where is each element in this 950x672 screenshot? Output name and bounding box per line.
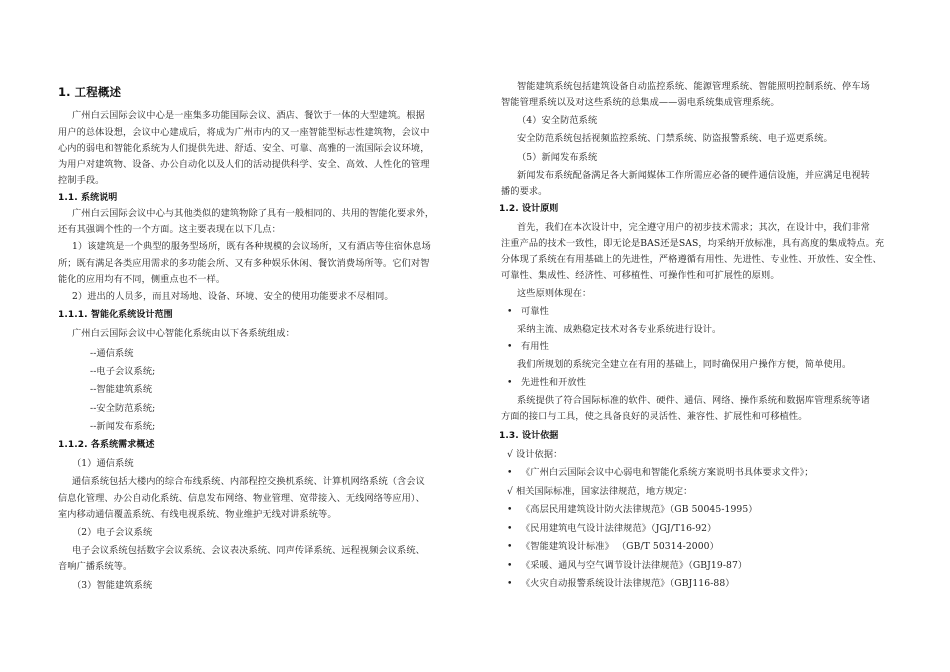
smart-line-1: 智能建筑系统包括建筑设备自动监控系统、能源管理系统、智能照明控制系统、停车场	[517, 81, 870, 92]
s11-line-3: 1）该建筑是一个典型的服务型场所，既有各种规模的会议场所，又有酒店等住宿休息场	[72, 241, 431, 252]
standard-text: 《民用建筑电气设计法律规范》（JGJ/T16-92）	[521, 523, 717, 534]
standard-text: 《火灾自动报警系统设计法律规范》（GBJ116-88）	[521, 578, 735, 589]
advanced-line-1: 系统提供了符合国际标准的软件、硬件、通信、网络、操作系统和数据库管理系统等诸	[517, 395, 870, 406]
section-1-1-2-heading: 1.1.2. 各系统需求概述	[58, 440, 155, 450]
intro-line-1: 广州白云国际会议中心是一座集多功能国际会议、酒店、餐饮于一体的大型建筑。根据	[72, 110, 425, 121]
basis-doc-text: 《广州白云国际会议中心弱电和智能化系统方案说明书具体要求文件》；	[521, 467, 814, 478]
intro-line-3: 心内的弱电和智能化系统为人们提供先进、舒适、安全、可靠、高雅的一流国际会议环境，	[58, 143, 430, 154]
system-item: --电子会议系统;	[90, 366, 156, 377]
bullet-advanced	[507, 377, 586, 389]
basis-doc	[507, 467, 814, 479]
section-1-2-heading: 1.2. 设计原则	[499, 204, 559, 214]
principles-line-3: 分体现了系统在有用基础上的先进性，严格遵循有用性、先进性、专业性、开放性、安全性、	[501, 254, 882, 265]
s111-intro: 广州白云国际会议中心智能化系统由以下各系统组成：	[72, 328, 295, 339]
conf-line-2: 音响广播系统等。	[58, 561, 133, 572]
section-1-1-heading: 1.1. 系统说明	[58, 193, 118, 203]
bullet-dot-icon: •	[507, 306, 513, 317]
s11-line-1: 广州白云国际会议中心与其他类似的建筑物除了具有一般相同的、共用的智能化要求外，	[72, 208, 435, 219]
standard-text: 《高层民用建筑设计防火法律规范》（GB 50045-1995）	[521, 504, 758, 515]
principles-line-1: 首先，我们在本次设计中，完全遵守用户的初步技术需求；其次，在设计中，我们非常	[517, 222, 870, 233]
comm-line-3: 室内移动通信覆盖系统、有线电视系统、物业维护无线对讲系统等。	[58, 509, 337, 520]
smart-line-2: 智能管理系统以及对这些系统的总集成——弱电系统集成管理系统。	[501, 97, 780, 108]
useful-text: 我们所规划的系统完全建立在有用的基础上，同时确保用户操作方便，简单使用。	[517, 359, 852, 370]
bullet-label: 有用性	[521, 341, 549, 352]
system-item: --新闻发布系统;	[90, 421, 156, 432]
section-1-1-1-heading: 1.1.1. 智能化系统设计范围	[58, 310, 173, 320]
news-title: （5）新闻发布系统	[517, 152, 598, 163]
standard-item	[507, 504, 758, 516]
principles-line-4: 可靠性、集成性、经济性、可移植性、可操作性和可扩展性的原则。	[501, 270, 780, 281]
standard-text: 《采暖、通风与空气调节设计法律规范》（GBJ19-87）	[521, 560, 748, 571]
comm-title: （1）通信系统	[72, 458, 134, 469]
basis-check-2: √ 相关国际标准，国家法律规范，地方规定：	[507, 486, 693, 497]
s11-line-4: 所；既有满足各类应用需求的多功能会所、又有多种娱乐休闲、餐饮消费场所等。它们对智	[58, 258, 430, 269]
standard-item	[507, 560, 747, 572]
bullet-dot-icon: •	[507, 467, 513, 478]
intro-line-2: 用户的总体设想，会议中心建成后，将成为广州市内的又一座智能型标志性建筑物，会议中	[58, 127, 430, 138]
bullet-useful	[507, 341, 549, 353]
bullet-dot-icon: •	[507, 341, 513, 352]
bullet-label: 可靠性	[521, 306, 549, 317]
bullet-dot-icon: •	[507, 578, 513, 589]
standard-text: 《智能建筑设计标准》 （GB/T 50314-2000）	[521, 541, 719, 552]
news-line-2: 播的要求。	[501, 186, 548, 197]
system-item: --智能建筑系统	[90, 384, 153, 395]
comm-line-2: 信息化管理、办公自动化系统、信息发布网络、物业管理、宽带接入、无线网络等应用）、	[58, 493, 425, 504]
bullet-reliable	[507, 306, 549, 318]
comm-line-1: 通信系统包括大楼内的综合布线系统、内部程控交换机系统、计算机网络系统（含会议	[72, 476, 425, 487]
smart-title: （3）智能建筑系统	[72, 580, 153, 591]
bullet-dot-icon: •	[507, 504, 513, 515]
system-item: --安全防范系统;	[90, 403, 156, 414]
conf-title: （2）电子会议系统	[72, 527, 153, 538]
section-1-heading: 1. 工程概述	[58, 85, 122, 99]
s11-line-6: 2）进出的人员多，而且对场地、设备、环境、安全的使用功能要求不尽相同。	[72, 291, 394, 302]
bullet-dot-icon: •	[507, 560, 513, 571]
s11-line-2: 还有其强调个性的一个方面。这主要表现在以下几点：	[58, 224, 281, 235]
intro-line-5: 控制手段。	[58, 175, 105, 186]
advanced-line-2: 方面的接口与工具，使之具备良好的灵活性、兼容性、扩展性和可移植性。	[501, 411, 808, 422]
bullet-dot-icon: •	[507, 377, 513, 388]
security-text: 安全防范系统包括视频监控系统、门禁系统、防盗报警系统、电子巡更系统。	[517, 133, 833, 144]
bullet-dot-icon: •	[507, 523, 513, 534]
system-item: --通信系统	[90, 348, 134, 359]
security-title: （4）安全防范系统	[517, 115, 598, 126]
bullet-dot-icon: •	[507, 541, 513, 552]
standard-item	[507, 578, 735, 590]
news-line-1: 新闻发布系统配备满足各大新闻媒体工作所需应必备的硬件通信设施，并应满足电视转	[517, 170, 870, 181]
conf-line-1: 电子会议系统包括数字会议系统、会议表决系统、同声传译系统、远程视频会议系统、	[72, 545, 425, 556]
section-1-3-heading: 1.3. 设计依据	[499, 431, 559, 441]
reliable-text: 采纳主流、成熟稳定技术对各专业系统进行设计。	[517, 324, 722, 335]
s11-line-5: 能化的应用均有不同，侧重点也不一样。	[58, 274, 226, 285]
intro-line-4: 为用户对建筑物、设备、办公自动化以及人们的活动提供科学、安全、高效、人性化的管理	[58, 159, 430, 170]
principles-line-2: 注重产品的技术一致性，即无论是BAS还是SAS，均采纳开放标准，具有高度的集成特点。充	[501, 238, 885, 249]
bullet-label: 先进性和开放性	[521, 377, 587, 388]
basis-check-1: √ 设计依据：	[507, 449, 563, 460]
standard-item	[507, 541, 719, 553]
standard-item	[507, 523, 716, 535]
principles-intro: 这些原则体现在：	[517, 288, 592, 299]
